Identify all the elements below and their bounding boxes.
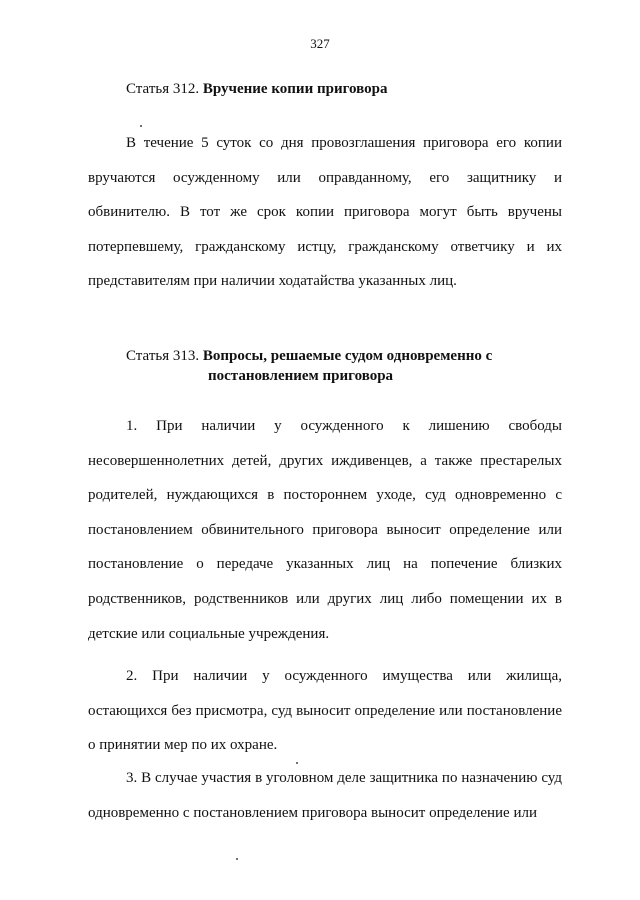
- article-313-paragraph-1: 1. При наличии у осужденного к лишению свободы несовершеннолетних детей, других иждивенцев, а также престарелых родителей, нуждающихся в постороннем уходе, суд одновременно с постановлением обвинительного приговора выносит определение или постановление о передаче указанных лиц на попечение близких родственников, родственников или других лиц либо помещении их в детские или социальные учреждения.: [88, 418, 562, 642]
- article-312-heading: [126, 79, 388, 99]
- article-312-text: В течение 5 суток со дня провозглашения приговора его копии вручаются осужденному или оправданному, его защитнику и обвинителю. В тот же срок копии приговора могут быть вручены потерпевшему, гражданскому истцу, гражданскому ответчику и их представителям при наличии ходатайства указанных лиц.: [88, 135, 562, 290]
- scan-speck: [236, 858, 238, 860]
- article-313-paragraph-2: 2. При наличии у осужденного имущества или жилища, остающихся без присмотра, суд выносит определение или постановление о принятии мер по их охране.: [88, 668, 562, 754]
- article-313-title-line1: Вопросы, решаемые судом одновременно с: [202, 348, 493, 364]
- scan-speck: [140, 125, 142, 127]
- page-number: 327: [310, 36, 330, 51]
- article-313-title-line2: постановлением приговора: [208, 368, 394, 384]
- article-313-paragraph-3: 3. В случае участия в уголовном деле защитника по назначению суд одновременно с постановлением приговора выносит определение или: [88, 770, 562, 821]
- scan-speck: [296, 762, 298, 764]
- article-312-number: Статья 312.: [126, 81, 200, 97]
- article-313-heading: [126, 346, 526, 386]
- article-312-title: Вручение копии приговора: [202, 81, 388, 97]
- article-313-number: Статья 313.: [126, 348, 200, 364]
